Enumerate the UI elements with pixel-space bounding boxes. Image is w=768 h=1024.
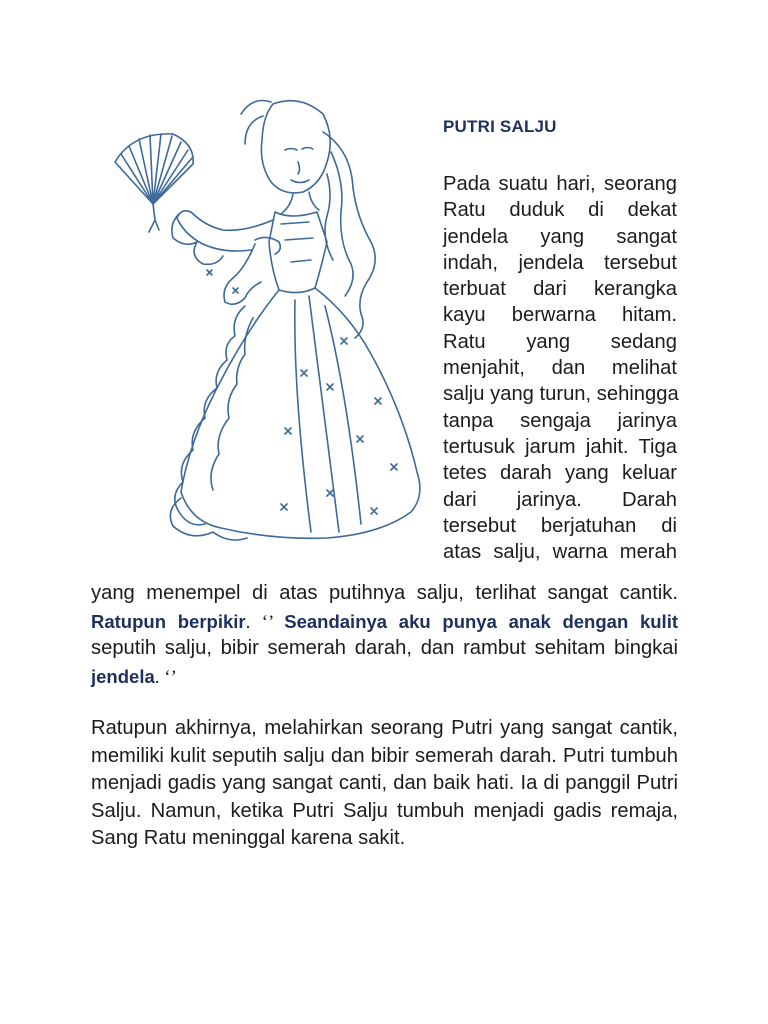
text-line: Sang Ratu meninggal karena sakit. — [91, 827, 406, 850]
text-line: memiliki kulit seputih salju dan bibir semerah darah. Putri tumbuh — [91, 744, 678, 767]
paragraph-continuation — [91, 580, 678, 690]
text-line: atas salju, warna merah — [443, 541, 677, 564]
text-line: yang menempel di atas putihnya salju, terlihat sangat cantik. — [91, 582, 678, 604]
quote-mark-text: . ‘’ — [154, 666, 177, 688]
text-line-with-emphasis — [91, 663, 678, 691]
text-line: salju yang turun, sehingga — [443, 383, 679, 406]
text-line: tersebut berjatuhan di — [443, 514, 677, 537]
emphasis-text: Seandainya aku punya anak dengan kulit — [284, 610, 678, 632]
princess-illustration — [95, 92, 435, 562]
text-line: Ratu yang sedang — [443, 330, 677, 353]
text-line: indah, jendela tersebut — [443, 251, 677, 274]
text-line: tertusuk jarum jahit. Tiga — [443, 435, 677, 458]
text-line: Ratu duduk di dekat — [443, 199, 677, 222]
text-line: Salju. Namun, ketika Putri Salju tumbuh menjadi gadis remaja, — [91, 799, 678, 822]
text-line: jendela yang sangat — [443, 225, 677, 248]
side-column-text — [443, 171, 677, 565]
emphasis-text: jendela — [91, 665, 155, 687]
text-line: tanpa sengaja jarinya — [443, 409, 677, 432]
story-title: PUTRI SALJU — [443, 117, 557, 136]
text-line: Pada suatu hari, seorang — [443, 173, 677, 195]
text-line-with-emphasis — [91, 608, 678, 636]
emphasis-text: Ratupun berpikir — [91, 610, 246, 632]
text-line: kayu berwarna hitam. — [443, 304, 677, 327]
text-line: seputih salju, bibir semerah darah, dan rambut sehitam bingkai — [91, 637, 678, 660]
text-line: terbuat dari kerangka — [443, 278, 677, 301]
text-line: menjadi gadis yang sangat canti, dan baik hati. Ia di panggil Putri — [91, 772, 678, 795]
text-line: menjahit, dan melihat — [443, 357, 677, 380]
text-line: tetes darah yang keluar — [443, 462, 677, 485]
quote-mark-text: . ‘’ — [245, 611, 285, 633]
text-line: Ratupun akhirnya, melahirkan seorang Putri yang sangat cantik, — [91, 717, 678, 739]
text-line: dari jarinya. Darah — [443, 488, 677, 511]
paragraph-second — [91, 715, 678, 853]
